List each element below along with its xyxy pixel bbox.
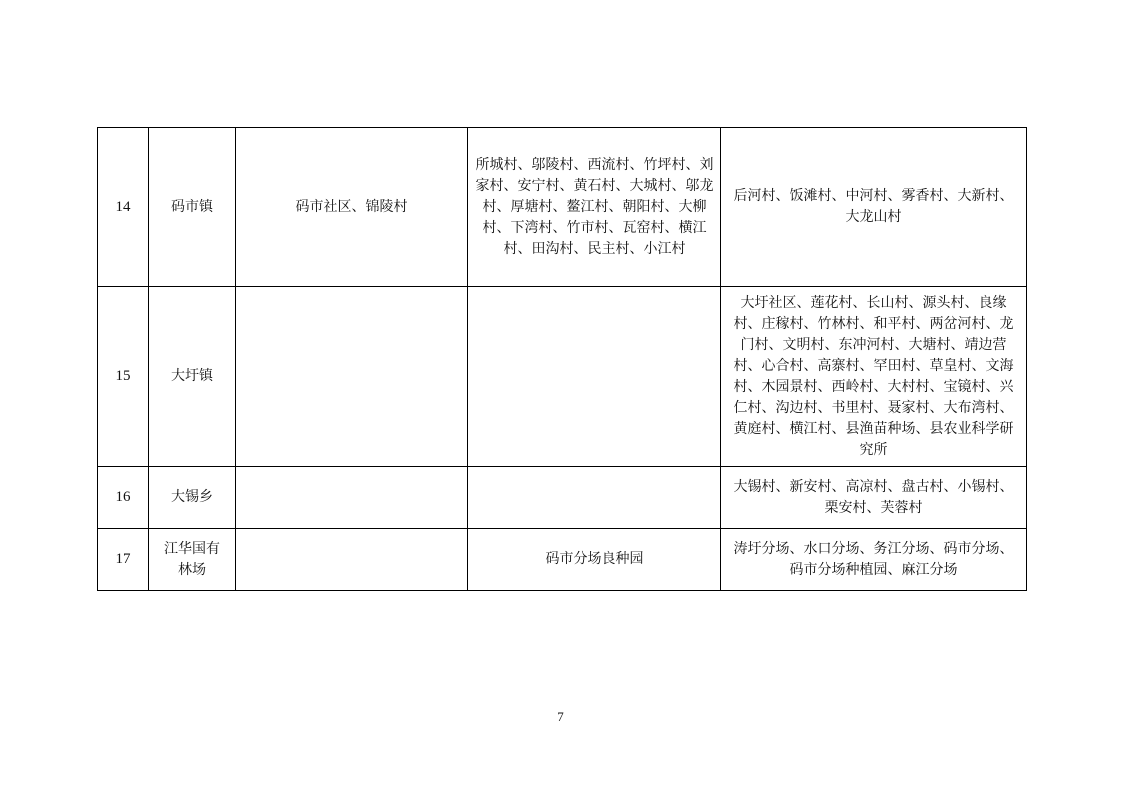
- village-list-col4: [468, 467, 721, 529]
- village-list-col3: [236, 287, 468, 467]
- table-row: [98, 128, 1027, 287]
- township-name: 江华国有林场: [149, 529, 236, 591]
- table-row: [98, 287, 1027, 467]
- page-number: 7: [557, 709, 564, 724]
- village-list-col4: 码市分场良种园: [468, 529, 721, 591]
- row-number: 14: [98, 128, 149, 287]
- village-list-col4: 所城村、邬陵村、西流村、竹坪村、刘家村、安宁村、黄石村、大城村、邬龙村、厚塘村、鳌江村、朝阳村、大柳村、下湾村、竹市村、瓦窑村、横江村、田沟村、民主村、小江村: [468, 128, 721, 287]
- township-name: 码市镇: [149, 128, 236, 287]
- village-table: [97, 127, 1027, 591]
- table-row: [98, 467, 1027, 529]
- village-list-col4: [468, 287, 721, 467]
- township-name: 大锡乡: [149, 467, 236, 529]
- row-number: 16: [98, 467, 149, 529]
- village-list-col3: [236, 529, 468, 591]
- row-number: 15: [98, 287, 149, 467]
- village-list-col5: 涛圩分场、水口分场、务江分场、码市分场、码市分场种植园、麻江分场: [721, 529, 1027, 591]
- village-list-col5: 后河村、饭滩村、中河村、雾香村、大新村、大龙山村: [721, 128, 1027, 287]
- township-name: 大圩镇: [149, 287, 236, 467]
- table-row: [98, 529, 1027, 591]
- village-list-col3: [236, 467, 468, 529]
- village-list-col3: 码市社区、锦陵村: [236, 128, 468, 287]
- row-number: 17: [98, 529, 149, 591]
- village-list-col5: 大圩社区、莲花村、长山村、源头村、良缘村、庄稼村、竹林村、和平村、两岔河村、龙门村、文明村、东冲河村、大塘村、靖边营村、心合村、高寨村、罕田村、草皇村、文海村、木园景村、西岭村、大村村、宝镜村、兴仁村、沟边村、书里村、聂家村、大布湾村、黄庭村、横江村、县渔苗种场、县农业科学研究所: [721, 287, 1027, 467]
- village-list-col5: 大锡村、新安村、高凉村、盘古村、小锡村、栗安村、芙蓉村: [721, 467, 1027, 529]
